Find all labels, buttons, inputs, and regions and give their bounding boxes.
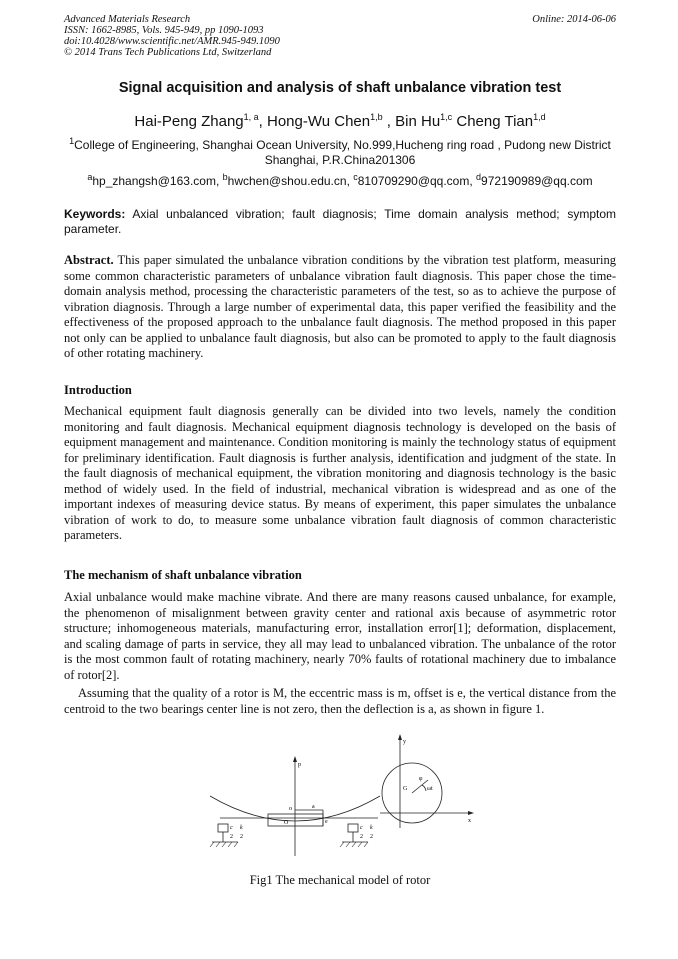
author-emails [64, 174, 616, 188]
keywords-text: Axial unbalanced vibration; fault diagnosis; Time domain analysis method; symptom parameter. [64, 207, 616, 236]
author-name: Hai-Peng Zhang [134, 113, 244, 130]
section-heading-mechanism: The mechanism of shaft unbalance vibration [64, 568, 302, 582]
author-sup: 1,b [370, 112, 383, 122]
p-axis-arrow-icon [293, 756, 297, 762]
left-bearing [218, 824, 228, 832]
email-address: hp_zhangsh@163.com [92, 174, 216, 188]
email-address: hwchen@shou.edu.cn [227, 174, 347, 188]
label-G: G [403, 786, 408, 792]
email-sep: , [215, 174, 223, 188]
keywords-label: Keywords: [64, 207, 126, 221]
affiliation [64, 138, 616, 168]
author-list [64, 113, 616, 130]
label-y: y [403, 739, 406, 745]
abstract-label: Abstract. [64, 253, 114, 267]
email-sup: c [353, 172, 358, 182]
rotor-shaft-diagram [210, 756, 380, 856]
author-sup: 1, a [243, 112, 259, 122]
email-address: 972190989@qq.com [481, 174, 593, 188]
figure-caption: Fig1 The mechanical model of rotor [249, 873, 431, 887]
rotation-arc [422, 785, 426, 791]
label-o: o [289, 806, 292, 812]
label-e: e [325, 819, 328, 825]
label-half-k-left: 2 [240, 834, 243, 840]
journal-doi: doi:10.4028/www.scientific.net/AMR.945-949.1090 [64, 36, 280, 47]
label-a: a [312, 804, 315, 810]
email-address: 810709290@qq.com [357, 174, 470, 188]
label-half-k-right: 2 [370, 834, 373, 840]
email-sup: d [476, 172, 482, 182]
keywords [64, 207, 616, 237]
rotor-model-figure [200, 728, 500, 868]
cross-section-diagram [380, 734, 474, 828]
label-O: O [284, 820, 289, 826]
introduction-paragraph: Mechanical equipment fault diagnosis generally can be divided into two levels, namely the condition monitoring and fault diagnosis. Mechanical equipment diagnosis technology is developed on the basis of equipment management and maintenance. Condition monitoring is mainly the technology status of equipment for preliminary identification. Fault diagnosis is further analysis, identification and judgment of the state. In the fault diagnosis of mechanical equipment, the vibration monitoring and diagnosis technology is the basic method of widely used. In the field of industrial, mechanical vibration is widespread and as one of the important indexes of measuring device status. By means of experiment, this paper simulates the unbalance vibration of work to do, to measure some unbalance vibration fault diagnosis of common characteristic parameters. [64, 404, 616, 542]
label-half-c-right: 2 [360, 834, 363, 840]
author-sup: 1,d [533, 112, 546, 122]
abstract [64, 253, 616, 362]
label-k-left: k [240, 825, 243, 831]
right-bearing [348, 824, 358, 832]
journal-copyright: © 2014 Trans Tech Publications Ltd, Switzerland [64, 47, 272, 58]
label-k-right: k [370, 825, 373, 831]
journal-issn: ISSN: 1662-8985, Vols. 945-949, pp 1090-1093 [64, 25, 264, 36]
abstract-text: This paper simulated the unbalance vibration conditions by the vibration test platform, measuring some common characteristic parameters of unbalance vibration fault diagnosis. This paper chose the time-domain analysis method, processing the characteristic parameters of the test, so as to achieve the purpose of vibration diagnosis. Through a large number of experimental data, this paper verified the feasibility and the effectiveness of the proposed approach to the unbalance fault diagnosis. The method proposed in this paper not only can be applied to unbalance fault diagnosis, but also can be promoted to apply to the fault diagnosis of other rotating machinery. [64, 253, 616, 360]
mechanism-paragraph-2: Assuming that the quality of a rotor is M, the eccentric mass is m, offset is e, the vertical distance from the centroid to the two bearings center line is not zero, then the deflection is a, as shown in figure 1. [64, 686, 616, 716]
x-axis-arrow-icon [468, 811, 474, 815]
author-name: Hong-Wu Chen [266, 113, 371, 130]
author-name: Cheng Tian [456, 113, 534, 130]
email-sep: , [346, 174, 354, 188]
label-half-c-left: 2 [230, 834, 233, 840]
label-omega-t: ωt [427, 786, 433, 792]
affiliation-sup: 1 [69, 136, 75, 146]
section-heading-introduction: Introduction [64, 383, 132, 397]
label-c-right: c [360, 825, 363, 831]
author-sep: , [258, 113, 267, 130]
email-sup: a [87, 172, 93, 182]
mechanism-paragraph-1: Axial unbalance would make machine vibrate. And there are many reasons caused unbalance, for example, the phenomenon of misalignment between gravity center and rational axis because of asymmetric rotor structure; inhomogeneous materials, manufacturing error, installation error[1]; deformation, displacement, and scaling damage of parts in service, they all may lead to unbalanced vibration. The unbalance of the rotor is the most common fault of rotating machinery, nearly 70% faults of rotational machinery due to imbalance of rotor[2]. [64, 590, 616, 682]
y-axis-arrow-icon [398, 734, 402, 740]
left-ground-hatch-icon [210, 842, 238, 847]
right-ground-hatch-icon [340, 842, 368, 847]
journal-name: Advanced Materials Research [64, 14, 191, 25]
author-name: Bin Hu [395, 113, 441, 130]
journal-header [64, 14, 616, 58]
email-sep: , [469, 174, 477, 188]
label-p: p [298, 762, 301, 768]
author-sep: , [382, 113, 396, 130]
affiliation-text: College of Engineering, Shanghai Ocean University, No.999,Hucheng ring road , Pudong new District Shanghai, P.R.China201306 [74, 138, 611, 167]
online-date: Online: 2014-06-06 [532, 14, 616, 25]
paper-title: Signal acquisition and analysis of shaft unbalance vibration test [118, 80, 562, 96]
email-sup: b [222, 172, 228, 182]
label-x: x [468, 818, 471, 824]
label-c-left: c [230, 825, 233, 831]
label-phi: φ [419, 776, 423, 782]
author-sup: 1,c [440, 112, 453, 122]
